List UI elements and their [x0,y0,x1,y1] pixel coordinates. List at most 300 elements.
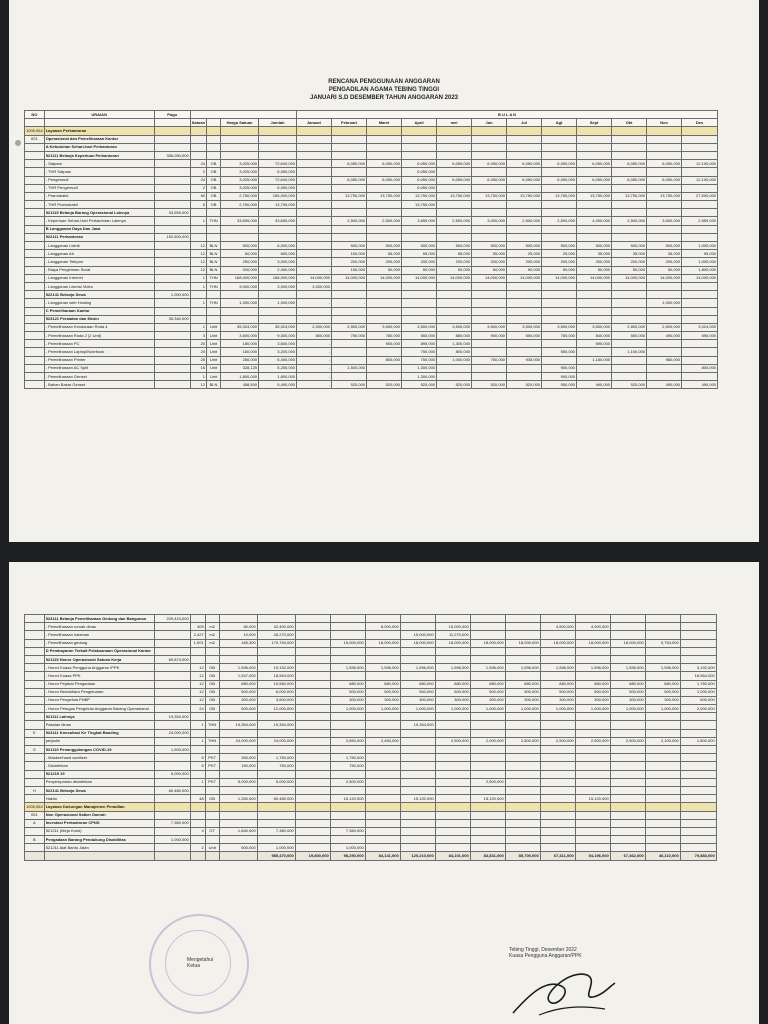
cell-month [470,786,505,794]
cell-month [470,746,505,754]
cell-month [612,307,647,315]
cell-month [680,811,716,819]
cell-month [435,778,470,786]
cell-month: 800,000 [682,364,718,372]
cell-volume [190,233,206,241]
cell-month: 18,000,000 [505,639,540,647]
cell-month [332,348,367,356]
cell-month: 3,000,000 [297,282,332,290]
cell-month: 6,050,000 [437,176,472,184]
cell-volume: 16 [190,364,206,372]
cell-harga-satuan [219,811,257,819]
cell-month [610,811,645,819]
cell-satuan [207,143,221,151]
cell-month [332,209,367,217]
cell-month [610,655,645,663]
cell-month [297,151,332,159]
cell-month: 2,500,000 [612,217,647,225]
cell-month: 18,000,000 [435,639,470,647]
cell-month [400,713,435,721]
cell-harga-satuan: 3,025,000 [221,176,259,184]
cell-month [402,307,437,315]
total-month: 85,700,000 [505,852,540,860]
cell-no [25,754,45,762]
cell-satuan: Unit [207,348,221,356]
cell-pagu: 60,480,000 [154,786,190,794]
cell-satuan [207,151,221,159]
cell-satuan: Unit [207,356,221,364]
cell-month [612,184,647,192]
cell-month: 1,750,000 [330,754,365,762]
cell-month [575,786,610,794]
cell-month [435,713,470,721]
cell-month [540,819,575,827]
cell-month: 500,000 [472,242,507,250]
cell-month [365,795,400,803]
cell-month: 55,000 [367,250,402,258]
cell-pagu [154,250,190,258]
cell-satuan: OB [205,664,219,672]
cell-uraian: perjadin [44,737,154,745]
cell-month: 14,000,000 [472,274,507,282]
table-row [25,348,718,356]
cell-month: 200,000 [577,258,612,266]
cell-jumlah: 750,000 [257,762,295,770]
cell-pagu [154,258,190,266]
cell-month [295,819,330,827]
cell-month [612,340,647,348]
cell-pagu [154,803,190,811]
cell-month [645,647,680,655]
cell-jumlah: 72,600,000 [259,176,297,184]
cell-month [295,729,330,737]
cell-month: 14,000,000 [437,274,472,282]
cell-month [507,135,542,143]
cell-month: 880,000 [540,680,575,688]
cell-satuan: m2 [205,623,219,631]
cell-month: - [297,266,332,274]
cell-volume: 5 [190,201,206,209]
cell-harga-satuan: 24,000,000 [219,737,257,745]
cell-month [682,233,718,241]
cell-month [612,135,647,143]
total-month: 54,196,000 [575,852,610,860]
cell-harga-satuan: 19,354,000 [219,721,257,729]
cell-month [610,721,645,729]
cell-month [542,340,577,348]
cell-harga-satuan: 35,324,000 [221,323,259,331]
cell-no [25,364,45,372]
total-blank [25,852,45,860]
cell-month: 2,500,000 [330,778,365,786]
cell-volume: 12 [190,672,205,680]
cell-month: 13,750,000 [367,192,402,200]
cell-month: 1,596,000 [505,664,540,672]
cell-month: 1,000,000 [330,705,365,713]
cell-month: 1,180,000 [577,356,612,364]
cell-month [295,672,330,680]
cell-month [612,356,647,364]
cell-uraian: - Pemeliharaan PC [44,340,154,348]
cell-month [295,762,330,770]
cell-month [330,746,365,754]
cell-volume [190,151,206,159]
cell-month [295,721,330,729]
cell-month [647,364,682,372]
cell-month: 6,050,000 [647,160,682,168]
cell-month [437,201,472,209]
cell-harga-satuan: 1,596,000 [219,664,257,672]
cell-month [332,340,367,348]
cell-harga-satuan [221,151,259,159]
cell-month: 750,000 [330,762,365,770]
cell-no: E [25,729,45,737]
cell-month: 880,000 [470,680,505,688]
cell-month [647,184,682,192]
cell-harga-satuan [221,127,259,135]
cell-month [507,201,542,209]
cell-volume [190,729,205,737]
cell-month [365,729,400,737]
cell-satuan [207,135,221,143]
cell-harga-satuan: 3,600,000 [221,332,259,340]
cell-jumlah: 19,152,000 [257,664,295,672]
table-row [25,631,717,639]
cell-month [295,786,330,794]
cell-month [540,827,575,835]
cell-harga-satuan [219,655,257,663]
cell-month: 14,000,000 [297,274,332,282]
cell-month [577,233,612,241]
header-sub-2 [154,119,190,127]
cell-uraian: - Bahan Bakar Genset [44,381,154,389]
cell-month [367,282,402,290]
cell-month [542,151,577,159]
cell-month: 780,000 [367,332,402,340]
cell-harga-satuan [221,233,259,241]
cell-month [400,615,435,623]
cell-month: 18,000,000 [575,639,610,647]
cell-pagu [154,274,190,282]
cell-month [400,811,435,819]
cell-month: 55,000 [402,250,437,258]
cell-month [400,844,435,852]
cell-satuan: PKT [205,754,219,762]
month-header-1: Februari [332,119,367,127]
cell-month: 500,000 [435,688,470,696]
cell-harga-satuan: 1,800,000 [221,373,259,381]
cell-month: 880,000 [400,680,435,688]
cell-volume: 1 [190,737,205,745]
cell-month [542,201,577,209]
cell-month [505,746,540,754]
cell-month: - [297,364,332,372]
cell-month: 500,000 [610,688,645,696]
cell-month [610,803,645,811]
cell-month [295,778,330,786]
cell-no [25,250,45,258]
cell-uraian: - Pemeliharaan gedung [44,639,154,647]
cell-month [365,819,400,827]
cell-month [437,135,472,143]
cell-month [330,647,365,655]
cell-month: 14,000,000 [367,274,402,282]
cell-month [367,135,402,143]
cell-month [332,282,367,290]
cell-no [25,381,45,389]
cell-month: 550,000 [542,381,577,389]
cell-harga-satuan [219,770,257,778]
cell-month [645,778,680,786]
cell-month [507,340,542,348]
cell-uraian: - Pengemudi [44,176,154,184]
cell-month [435,819,470,827]
cell-uraian: 521211 (Meja Kursi) [44,827,154,835]
cell-month [297,168,332,176]
cell-month [400,827,435,835]
cell-month [645,803,680,811]
cell-month [470,844,505,852]
cell-month [680,631,716,639]
cell-uraian: 522141 Belanja Sewa [44,786,154,794]
cell-month: 750,000 [472,356,507,364]
cell-month: 13,750,000 [472,192,507,200]
cell-uraian: 523111 Belanja Pemeliharaan Gedung dan Bangunan [44,615,154,623]
cell-jumlah [257,803,295,811]
cell-month: 300,000 [610,696,645,704]
table-row [25,746,717,754]
cell-harga-satuan: 10,000 [219,631,257,639]
cell-jumlah [259,233,297,241]
cell-month [472,225,507,233]
cell-month [505,786,540,794]
cell-jumlah: 3,200,000 [259,348,297,356]
cell-month [575,819,610,827]
cell-month [470,770,505,778]
cell-month: 13,750,000 [647,192,682,200]
cell-no [25,176,45,184]
cell-month [645,811,680,819]
cell-month [540,672,575,680]
cell-month [365,803,400,811]
cell-month: 880,000 [330,680,365,688]
cell-pagu: 1,500,000 [154,746,190,754]
cell-volume: 1 [190,217,206,225]
cell-month [367,299,402,307]
cell-month: 18,000,000 [610,639,645,647]
table-row [25,844,717,852]
cell-month [507,373,542,381]
cell-month [575,811,610,819]
cell-satuan: THN [205,721,219,729]
cell-month: 2,500,000 [575,737,610,745]
cell-satuan: m2 [205,631,219,639]
cell-jumlah [257,615,295,623]
cell-jumlah: 13,750,000 [259,201,297,209]
cell-month [435,729,470,737]
cell-month [680,655,716,663]
cell-month [470,713,505,721]
cell-month [682,348,718,356]
cell-month [542,225,577,233]
cell-harga-satuan [219,713,257,721]
cell-month: 980,000 [647,356,682,364]
cell-no [25,340,45,348]
cell-volume [190,803,205,811]
cell-satuan: Unit [207,323,221,331]
cell-month: 2,800,000 [505,737,540,745]
cell-harga-satuan: 165,300 [219,639,257,647]
cell-jumlah [259,135,297,143]
cell-harga-satuan [219,803,257,811]
cell-month [365,827,400,835]
cell-month: 6,050,000 [577,176,612,184]
cell-jumlah: 12,000,000 [257,705,295,713]
cell-month [612,373,647,381]
cell-month [680,803,716,811]
table-row [25,729,717,737]
cell-volume: 4 [190,827,205,835]
cell-month: 12,100,000 [682,176,718,184]
cell-pagu: 19,354,000 [154,713,190,721]
cell-month [295,827,330,835]
cell-satuan [207,127,221,135]
cell-month [542,143,577,151]
cell-month [365,754,400,762]
cell-no [25,299,45,307]
table-row [25,803,717,811]
cell-pagu: 69,874,000 [154,655,190,663]
cell-month: 2,500,000 [647,323,682,331]
cell-month [472,364,507,372]
cell-month [402,291,437,299]
cell-volume [190,209,206,217]
cell-month [365,844,400,852]
cell-harga-satuan: 33,659,000 [221,217,259,225]
cell-month [297,258,332,266]
cell-month [647,225,682,233]
cell-month [610,615,645,623]
cell-month [330,803,365,811]
cell-month [295,836,330,844]
cell-month [330,819,365,827]
cell-satuan [205,647,219,655]
cell-month: 13,750,000 [332,192,367,200]
cell-month [470,729,505,737]
cell-month [575,631,610,639]
table-row [25,250,718,258]
cell-month [610,631,645,639]
cell-uraian: A Kebutuhan Sehari-hari Perkantoran [44,143,154,151]
cell-month: 14,000,000 [507,274,542,282]
cell-month [542,299,577,307]
cell-satuan: OB [207,168,221,176]
cell-no [25,242,45,250]
cell-month [540,770,575,778]
cell-satuan: THN [207,274,221,282]
cell-month [470,721,505,729]
cell-month [507,299,542,307]
cell-jumlah: 5,000,000 [257,778,295,786]
cell-month: 300,000 [645,696,680,704]
cell-month [680,639,716,647]
cell-month [577,209,612,217]
table-row [25,307,718,315]
cell-no [25,143,45,151]
cell-month [680,836,716,844]
cell-volume: 1 [190,373,206,381]
cell-month [365,615,400,623]
cell-month [540,615,575,623]
cell-no: 1005.064 [25,803,45,811]
cell-month: 3,000,000 [472,217,507,225]
cell-month: 1,596,000 [575,664,610,672]
cell-month: 500,000 [330,688,365,696]
cell-jumlah: 3,600,000 [257,696,295,704]
cell-month: 3,500,000 [437,323,472,331]
table-row [25,282,718,290]
cell-month [470,647,505,655]
cell-jumlah [259,225,297,233]
cell-month [297,291,332,299]
cell-no [25,323,45,331]
cell-jumlah [257,836,295,844]
cell-month: 500,000 [402,242,437,250]
cell-month [367,151,402,159]
cell-month [472,299,507,307]
cell-month [402,143,437,151]
cell-month [437,184,472,192]
cell-month: 750,000 [402,356,437,364]
table-row [25,672,717,680]
table-row [25,623,717,631]
cell-month [297,307,332,315]
cell-month [435,786,470,794]
cell-pagu: 5,000,000 [154,770,190,778]
cell-harga-satuan: 200,000 [221,266,259,274]
cell-harga-satuan: 328,125 [221,364,259,372]
cell-month [647,151,682,159]
cell-month [435,655,470,663]
cell-volume [190,786,205,794]
cell-month [540,647,575,655]
cell-month [507,184,542,192]
cell-month: 3,192,000 [680,664,716,672]
cell-uraian: 521111 Belanja Keperluan Perkantoran [44,151,154,159]
total-month: 67,462,000 [610,852,645,860]
cell-month [470,754,505,762]
cell-month [577,282,612,290]
signature-mark [509,957,619,1019]
cell-no [25,233,45,241]
table-row [25,135,718,143]
cell-month [505,647,540,655]
cell-month [505,655,540,663]
cell-month [470,623,505,631]
cell-harga-satuan: 2,750,000 [221,192,259,200]
cell-month [645,631,680,639]
cell-uraian: - Pemeliharaan Printer [44,356,154,364]
cell-month: 880,000 [365,680,400,688]
cell-no [25,225,45,233]
cell-uraian: - Langganan Listrik [44,242,154,250]
cell-month [297,160,332,168]
cell-month [682,127,718,135]
cell-pagu: 35,340,000 [154,315,190,323]
cell-month: 595,000 [577,340,612,348]
cell-month: 2,500,000 [542,217,577,225]
cell-month [575,615,610,623]
